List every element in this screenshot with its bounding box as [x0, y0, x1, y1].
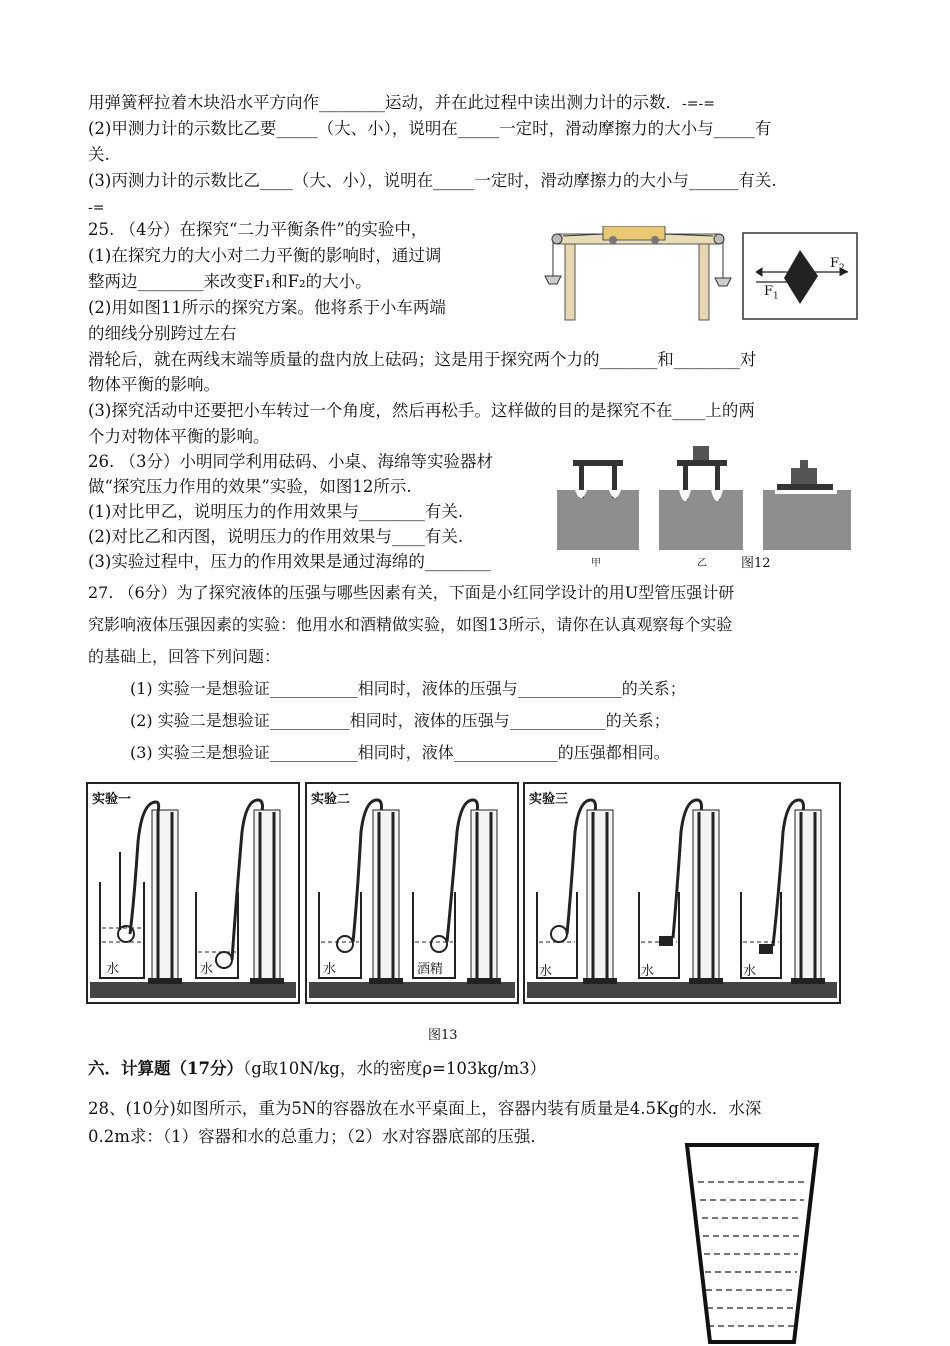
text-line: 物体平衡的影响。	[88, 375, 220, 394]
sub-question: (2) 实验二是想验证__________相同时，液体的压强与____________的关系；	[130, 711, 670, 730]
figure-13-experiment-3	[523, 782, 841, 1004]
figure-12-sponge-experiment	[555, 442, 855, 571]
text-line: 做“探究压力作用的效果”实验，如图12所示.	[88, 477, 412, 496]
figure-11-force-diagram	[742, 232, 858, 320]
force-label-f2: $F_2$	[830, 256, 845, 274]
text-line: (2)用如图11所示的探究方案。他将系于小车两端	[88, 298, 446, 317]
margin-mark: -=-=	[682, 96, 715, 112]
figure-13-experiment-2	[305, 782, 519, 1004]
question-25-title: 25. （4分）在探究“二力平衡条件”的实验中，	[88, 220, 428, 239]
question-26-title: 26. （3分）小明同学利用砝码、小桌、海绵等实验器材	[88, 452, 493, 471]
text-line: 究影响液体压强因素的实验：他用水和酒精做实验，如图13所示，请你在认真观察每个实验	[88, 615, 733, 634]
figure-13-experiment-1	[86, 782, 300, 1004]
section-note: （g取10N/kg，水的密度ρ=103kg/m3）	[242, 1059, 547, 1078]
experiment-1-label: 实验一	[92, 792, 132, 807]
question-28-title: 28、(10分)如图所示，重为5N的容器放在水平桌面上，容器内装有质量是4.5Kg的水．水深	[88, 1099, 762, 1118]
text-line: 的基础上，回答下列问题：	[88, 647, 281, 666]
text-line: (2)甲测力计的示数比乙要_____（大、小），说明在_____一定时，滑动摩擦力的大小与_____有	[88, 119, 772, 138]
text-line: (1)对比甲乙，说明压力的作用效果与________有关.	[88, 502, 464, 521]
experiment-2-label: 实验二	[311, 792, 351, 807]
liquid-label-water: 水	[323, 962, 337, 977]
label-jia: 甲	[591, 558, 601, 569]
text-line: (1)在探究力的大小对二力平衡的影响时，通过调	[88, 246, 442, 265]
liquid-label-alcohol: 酒精	[417, 962, 444, 977]
force-label-f1: $F_1$	[764, 284, 779, 302]
section-six-heading	[88, 1058, 546, 1080]
text-line: 的细线分别跨过左右	[88, 324, 237, 343]
figure-11-table-cart	[543, 226, 733, 326]
liquid-label-water: 水	[743, 964, 757, 979]
text-line: (3)实验过程中，压力的作用效果是通过海绵的________	[88, 552, 491, 571]
figure-13-caption: 图13	[428, 1028, 458, 1043]
container-figure	[684, 1142, 820, 1346]
text-line: 用弹簧秤拉着木块沿水平方向作________运动，并在此过程中读出测力计的示数．-=-=	[88, 93, 715, 112]
section-title: 六．计算题（17分）	[88, 1059, 243, 1078]
label-yi: 乙	[697, 558, 707, 569]
text-line: 个力对物体平衡的影响。	[88, 427, 270, 446]
liquid-label-water: 水	[106, 962, 120, 977]
text-line: 0.2m求：（1）容器和水的总重力；（2）水对容器底部的压强．	[88, 1127, 547, 1146]
text-line: 滑轮后，就在两线末端等质量的盘内放上砝码；这是用于探究两个力的_______和________对	[88, 350, 757, 369]
text-line: (2)对比乙和丙图，说明压力的作用效果与____有关.	[88, 527, 464, 546]
sub-question: (1) 实验一是想验证___________相同时，液体的压强与_____________的关系；	[130, 679, 686, 698]
text-line: (3)丙测力计的示数比乙____（大、小），说明在_____一定时，滑动摩擦力的大小与______有关.	[88, 171, 777, 190]
experiment-3-label: 实验三	[529, 792, 569, 807]
figure-12-caption: 图12	[741, 556, 771, 571]
liquid-label-water: 水	[200, 962, 214, 977]
text-line: 关.	[88, 145, 110, 164]
liquid-label-water: 水	[641, 964, 655, 979]
sub-question: (3) 实验三是想验证___________相同时，液体_____________的压强都相同。	[130, 743, 670, 762]
liquid-label-water: 水	[539, 964, 553, 979]
text-line: (3)探究活动中还要把小车转过一个角度，然后再松手。这样做的目的是探究不在____上的两	[88, 401, 755, 420]
text-line: 整两边________来改变F₁和F₂的大小。	[88, 272, 372, 291]
margin-mark: -=	[88, 200, 105, 216]
question-27-title: 27. （6分）为了探究液体的压强与哪些因素有关，下面是小红同学设计的用U型管压强计研	[88, 583, 735, 602]
